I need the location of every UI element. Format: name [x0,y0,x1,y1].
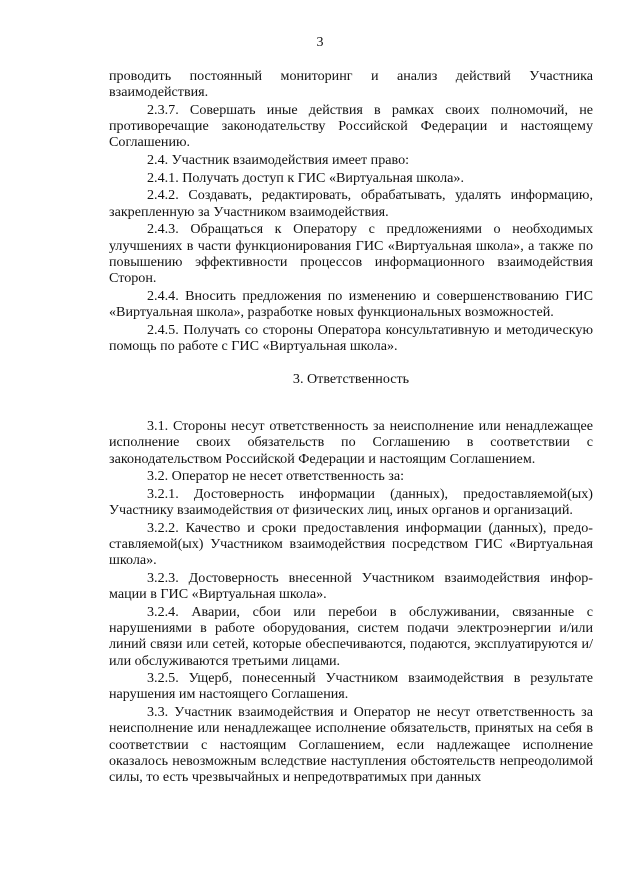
document-body [109,68,593,785]
paragraph-3-2-4: 3.2.4. Аварии, сбои или перебои в обслуживании, связанные с нарушениями в работе оборудования, систем подачи электроэнергии и/или линий связи или сетей, которые обеспечиваются, подаются, эксплуатируются и/или обслуживаются третьими лицами. [109,603,593,669]
paragraph-2-4-2: 2.4.2. Создавать, редактировать, обрабатывать, удалять информацию, закрепленную за Участником взаимодействия. [109,187,593,220]
paragraph-2-4-5: 2.4.5. Получать со стороны Оператора консультативную и методическую помощь по работе с ГИС «Виртуальная школа». [109,321,593,354]
paragraph-2-4: 2.4. Участник взаимодействия имеет право: [147,152,410,169]
paragraph-2-4-3: 2.4.3. Обращаться к Оператору с предложениями о необходимых улучшениях в части функционирования ГИС «Виртуальная школа», а также по повышению эффективности процессов информационного взаимодействия Сторон. [109,221,593,286]
paragraph-3-1: 3.1. Стороны несут ответственность за неисполнение или ненадлежащее исполнение своих обязательств по Соглашению в соответствии с законодательством Российской Федерации и настоящим Соглашением. [109,418,593,467]
paragraph-3-2-3: 3.2.3. Достоверность внесенной Участником взаимодействия информации в ГИС «Виртуальная школа». [109,569,593,603]
paragraph-3-2: 3.2. Оператор не несет ответственность за: [147,468,405,485]
paragraph-2-4-4: 2.4.4. Вносить предложения по изменению и совершенствованию ГИС «Виртуальная школа», разработке новых функциональных возможностей. [109,287,593,320]
paragraph-3-2-2: 3.2.2. Качество и сроки предоставления информации (данных), предоставляемой(ых) Участником взаимодействия посредством ГИС «Виртуальная школа». [109,519,593,569]
paragraph-3-2-5: 3.2.5. Ущерб, понесенный Участником взаимодействия в результате нарушения им настоящего Соглашения. [109,670,593,703]
paragraph-3-3: 3.3. Участник взаимодействия и Оператор не несут ответственность за неисполнение или ненадлежащее исполнение обязательств, принятых на себя в соответствии с настоящим Соглашением, если надлежащее исполнение оказалось невозможным вследствие наступления обстоятельств непреодолимой силы, то есть чрезвычайных и непредотвратимых при данных [109,704,593,785]
page-number: 3 [316,35,324,50]
section-heading-responsibility: 3. Ответственность [292,370,410,387]
paragraph-2-4-1: 2.4.1. Получать доступ к ГИС «Виртуальная школа». [147,169,465,186]
paragraph-2-3-7: 2.3.7. Совершать иные действия в рамках своих полномочий, не противоречащие законодательству Российской Федерации и настоящему Соглашению. [109,101,593,151]
paragraph-3-2-1: 3.2.1. Достоверность информации (данных), предоставляемой(ых) Участнику взаимодействия от физических лиц, иных органов и организаций. [109,485,593,519]
paragraph-continuation: проводить постоянный мониторинг и анализ действий Участника взаимодействия. [109,68,593,101]
